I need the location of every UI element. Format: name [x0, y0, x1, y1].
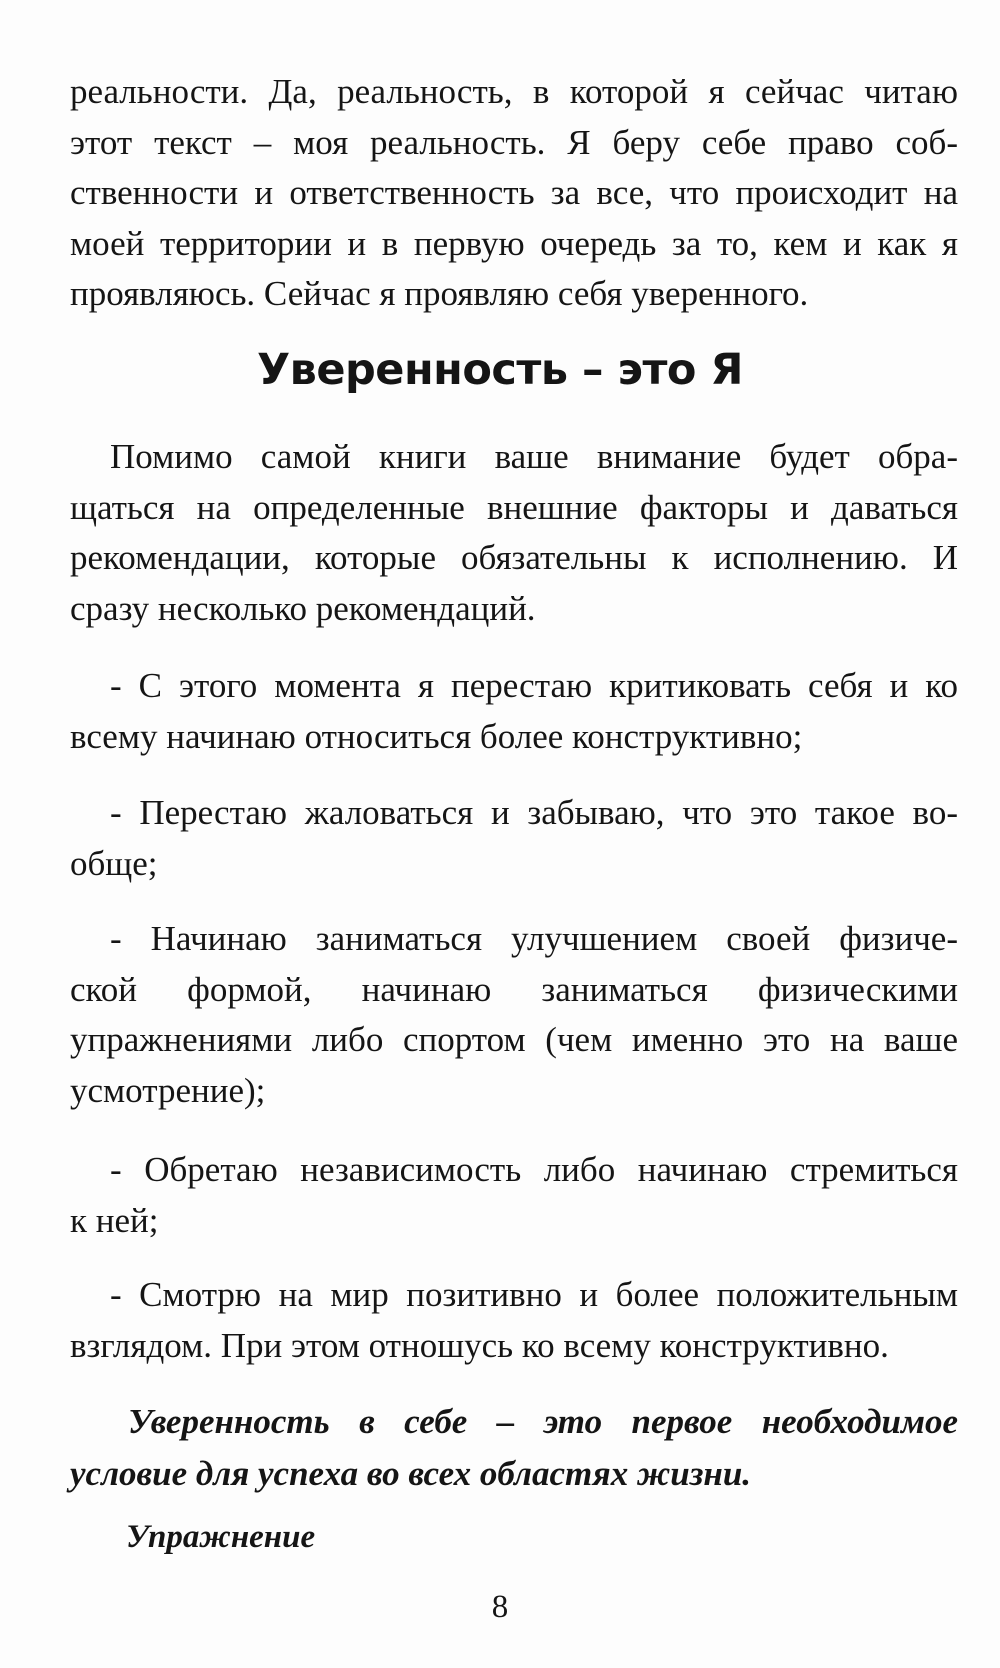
recommendation-item [70, 914, 958, 1116]
text-line: взглядом. При этом отношусь ко всему конструктивно. [70, 1325, 889, 1365]
emphasis-statement [70, 1396, 958, 1500]
recommendation-item [70, 1270, 958, 1371]
exercise-heading: Упражнение [126, 1519, 316, 1555]
text-line: сразу несколько рекомендаций. [70, 588, 536, 628]
text-line: рекомендации, которые обязательны к исполнению. И [70, 538, 958, 577]
paragraph-intro [70, 67, 958, 320]
text-line: всему начинаю относиться более конструктивно; [70, 716, 803, 756]
section-title: Уверенность – это Я [256, 345, 743, 395]
text-line: - Смотрю на мир позитивно и более положительным [110, 1275, 958, 1314]
recommendation-item [70, 1145, 958, 1246]
text-line: Помимо самой книги ваше внимание будет обра- [110, 437, 958, 476]
text-line: обще; [70, 843, 158, 883]
recommendation-item [70, 788, 958, 889]
paragraph-recommendations-intro [70, 432, 958, 634]
text-line: моей территории и в первую очередь за то, кем и как я [70, 223, 958, 263]
text-line: - Обретаю независимость либо начинаю стремиться [110, 1150, 958, 1189]
text-line: щаться на определенные внешние факторы и даваться [70, 487, 958, 527]
text-line: к ней; [70, 1200, 159, 1240]
recommendation-item [70, 661, 958, 762]
text-line: этот текст – моя реальность. Я беру себе право соб- [70, 122, 958, 162]
text-line: - Начинаю заниматься улучшением своей физиче- [110, 919, 958, 958]
text-line: реальности. Да, реальность, в которой я сейчас читаю [70, 72, 958, 111]
text-line: условие для успеха во всех областях жизни. [70, 1454, 752, 1493]
text-line: - С этого момента я перестаю критиковать себя и ко [110, 666, 958, 705]
text-line: ственности и ответственность за все, что происходит на [70, 173, 958, 212]
text-line: усмотрение); [70, 1070, 266, 1110]
text-line: Уверенность в себе – это первое необходимое [128, 1402, 958, 1441]
page-number: 8 [491, 1589, 509, 1625]
text-line: проявляюсь. Сейчас я проявляю себя уверенного. [70, 274, 809, 313]
text-line: упражнениями либо спортом (чем именно это на ваше [70, 1020, 958, 1059]
text-line: ской формой, начинаю заниматься физическими [70, 969, 958, 1009]
text-line: - Перестаю жаловаться и забываю, что это такое во- [110, 793, 958, 832]
